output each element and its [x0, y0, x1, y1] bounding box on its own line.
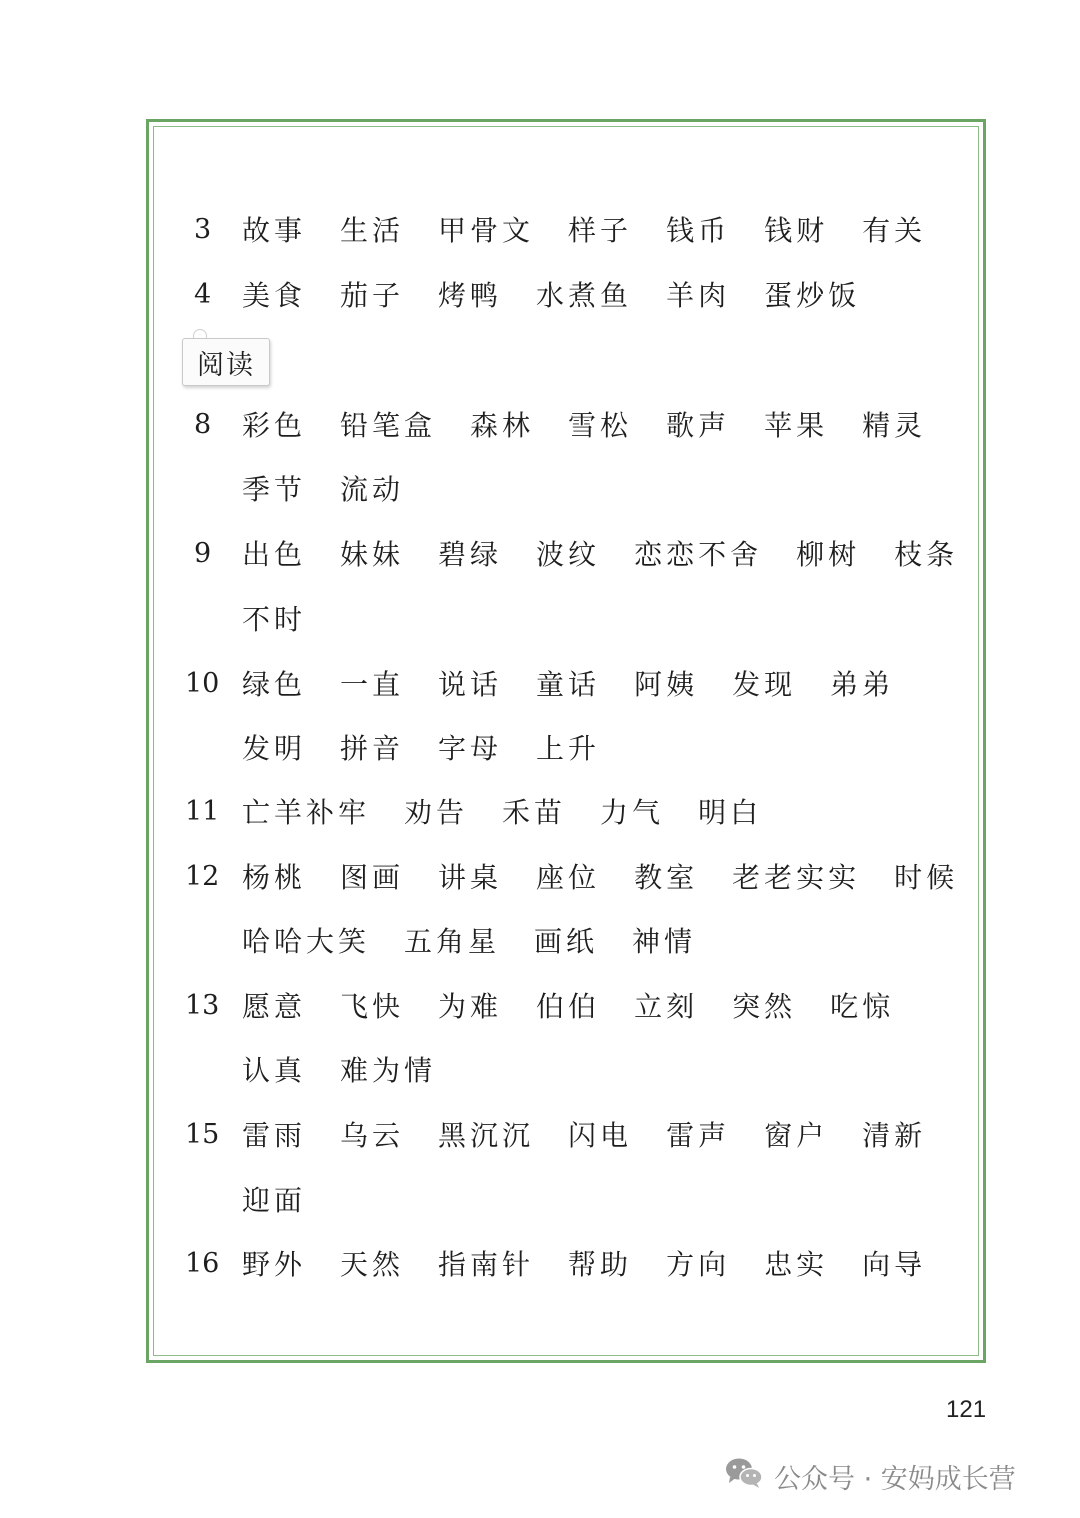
word: 恋恋不舍 [634, 538, 763, 571]
word: 柳树 [796, 538, 861, 571]
word: 忠实 [764, 1248, 829, 1281]
watermark [724, 1456, 1016, 1496]
word: 妹妹 [340, 538, 405, 571]
word-line [185, 1243, 960, 1283]
word: 绿色 [242, 668, 307, 701]
word-line [185, 791, 796, 831]
lesson-number: 4 [194, 278, 212, 310]
word: 五角星 [404, 925, 501, 958]
word: 发现 [732, 668, 797, 701]
word: 钱币 [666, 214, 731, 247]
word: 难为情 [340, 1054, 437, 1087]
word: 流动 [340, 473, 405, 506]
word: 出色 [242, 538, 307, 571]
word: 铅笔盒 [340, 409, 437, 442]
word: 碧绿 [438, 538, 503, 571]
word: 迎面 [242, 1184, 307, 1217]
word: 精灵 [862, 409, 927, 442]
word-line [185, 985, 928, 1025]
word: 钱财 [764, 214, 829, 247]
word: 生活 [340, 214, 405, 247]
word: 阿姨 [634, 668, 699, 701]
page-number: 121 [946, 1396, 987, 1423]
word: 讲桌 [438, 861, 503, 894]
word: 劝告 [404, 796, 469, 829]
word: 枝条 [894, 538, 959, 571]
word: 帮助 [568, 1248, 633, 1281]
word-line-continued [185, 920, 730, 960]
word: 老老实实 [732, 861, 861, 894]
word-line [185, 274, 894, 314]
word-line [185, 533, 992, 573]
word-line-continued [185, 1179, 340, 1219]
word: 彩色 [242, 409, 307, 442]
lesson-number: 8 [194, 408, 212, 440]
word: 拼音 [340, 732, 405, 765]
word: 突然 [732, 990, 797, 1023]
word: 有关 [862, 214, 927, 247]
word: 愿意 [242, 990, 307, 1023]
word: 为难 [438, 990, 503, 1023]
word: 歌声 [666, 409, 731, 442]
wechat-icon [724, 1456, 764, 1497]
word: 森林 [470, 409, 535, 442]
word: 教室 [634, 861, 699, 894]
word: 杨桃 [242, 861, 307, 894]
word: 发明 [242, 732, 307, 765]
word: 雷雨 [242, 1119, 307, 1152]
word: 立刻 [634, 990, 699, 1023]
word-line [185, 663, 928, 703]
word: 窗户 [764, 1119, 829, 1152]
word-line [185, 404, 960, 444]
word: 指南针 [438, 1248, 535, 1281]
word-line-continued [185, 468, 438, 508]
lesson-number: 12 [185, 860, 220, 892]
lesson-number: 3 [194, 213, 212, 245]
word: 苹果 [764, 409, 829, 442]
word-line [185, 856, 992, 896]
word: 图画 [340, 861, 405, 894]
word: 甲骨文 [438, 214, 535, 247]
word: 弟弟 [830, 668, 895, 701]
word: 样子 [568, 214, 633, 247]
word: 上升 [536, 732, 601, 765]
word: 故事 [242, 214, 307, 247]
word: 天然 [340, 1248, 405, 1281]
word: 方向 [666, 1248, 731, 1281]
word-line [185, 1114, 960, 1154]
word: 吃惊 [830, 990, 895, 1023]
word: 水煮鱼 [536, 279, 633, 312]
watermark-text: 公众号 · 安妈成长营 [774, 1463, 1016, 1495]
word: 羊肉 [666, 279, 731, 312]
word: 力气 [600, 796, 665, 829]
word: 时候 [894, 861, 959, 894]
word: 哈哈大笑 [242, 925, 371, 958]
word: 季节 [242, 473, 307, 506]
word: 闪电 [568, 1119, 633, 1152]
word-line [185, 209, 960, 249]
word: 座位 [536, 861, 601, 894]
lesson-number: 15 [185, 1118, 220, 1150]
word: 飞快 [340, 990, 405, 1023]
word: 不时 [242, 603, 307, 636]
word: 神情 [632, 925, 697, 958]
word: 明白 [698, 796, 763, 829]
lesson-number: 10 [185, 667, 220, 699]
word: 伯伯 [536, 990, 601, 1023]
word: 雪松 [568, 409, 633, 442]
word: 美食 [242, 279, 307, 312]
word: 乌云 [340, 1119, 405, 1152]
word: 雷声 [666, 1119, 731, 1152]
word: 画纸 [534, 925, 599, 958]
lesson-number: 13 [185, 989, 220, 1021]
word: 波纹 [536, 538, 601, 571]
word: 亡羊补牢 [242, 796, 371, 829]
lesson-number: 16 [185, 1247, 220, 1279]
reading-section-tag: 阅读 [182, 338, 270, 386]
word: 禾苗 [502, 796, 567, 829]
word: 向导 [862, 1248, 927, 1281]
lesson-number: 9 [194, 537, 212, 569]
word: 茄子 [340, 279, 405, 312]
word: 童话 [536, 668, 601, 701]
word: 清新 [862, 1119, 927, 1152]
lesson-number: 11 [185, 795, 220, 827]
word: 一直 [340, 668, 405, 701]
word: 认真 [242, 1054, 307, 1087]
word: 说话 [438, 668, 503, 701]
word: 野外 [242, 1248, 307, 1281]
word-line-continued [185, 727, 634, 767]
word: 烤鸭 [438, 279, 503, 312]
word-line-continued [185, 598, 340, 638]
word-line-continued [185, 1049, 470, 1089]
word: 蛋炒饭 [764, 279, 861, 312]
word: 黑沉沉 [438, 1119, 535, 1152]
word: 字母 [438, 732, 503, 765]
